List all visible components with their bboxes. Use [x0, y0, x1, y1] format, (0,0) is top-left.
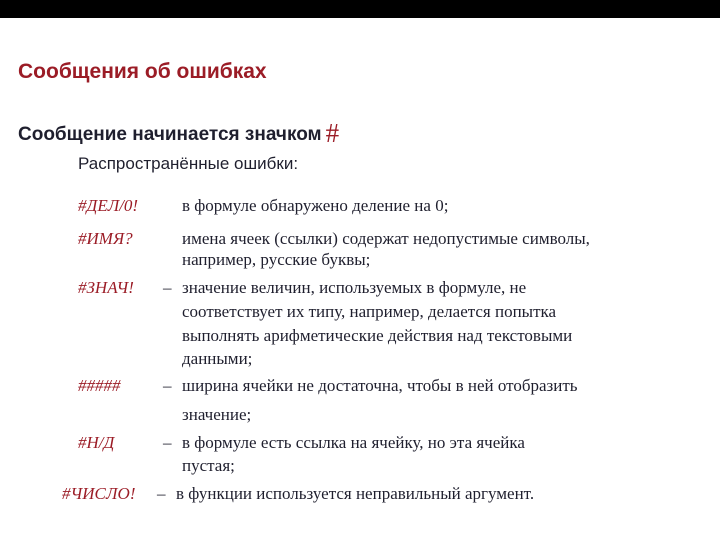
- error-description-line: в функции используется неправильный аргумент.: [176, 484, 535, 503]
- error-code: #ДЕЛ/0!: [78, 196, 139, 215]
- error-description-line: имена ячеек (ссылки) содержат недопустимые символы,: [182, 229, 590, 248]
- error-code: #Н/Д: [78, 433, 115, 452]
- errors-subheading: Распространённые ошибки:: [78, 154, 299, 173]
- error-code: #ЧИСЛО!: [62, 484, 136, 503]
- error-description-line: значение величин, используемых в формуле, не: [182, 278, 527, 297]
- error-description-line: значение;: [182, 405, 252, 424]
- error-description-line: пустая;: [182, 456, 235, 475]
- slide-title: Сообщения об ошибках: [18, 60, 267, 83]
- error-code: #ЗНАЧ!: [78, 278, 134, 297]
- error-description-line: выполнять арифметические действия над текстовыми: [182, 326, 573, 345]
- error-description-line: в формуле есть ссылка на ячейку, но эта ячейка: [182, 433, 525, 452]
- error-description-line: соответствует их типу, например, делается попытка: [182, 302, 557, 321]
- error-description-line: данными;: [182, 349, 253, 368]
- dash-separator: –: [163, 278, 172, 297]
- dash-separator: –: [157, 484, 166, 503]
- hash-symbol: #: [325, 118, 340, 148]
- intro-text: Сообщение начинается значком: [18, 124, 322, 145]
- error-code: #####: [78, 376, 121, 395]
- intro-line: [18, 118, 339, 149]
- dash-separator: –: [163, 433, 172, 452]
- error-code: #ИМЯ?: [78, 229, 133, 248]
- top-black-bar: [0, 0, 720, 18]
- dash-separator: –: [163, 376, 172, 395]
- error-description-line: например, русские буквы;: [182, 250, 371, 269]
- error-description-line: ширина ячейки не достаточна, чтобы в ней отобразить: [182, 376, 578, 395]
- error-description-line: в формуле обнаружено деление на 0;: [182, 196, 449, 215]
